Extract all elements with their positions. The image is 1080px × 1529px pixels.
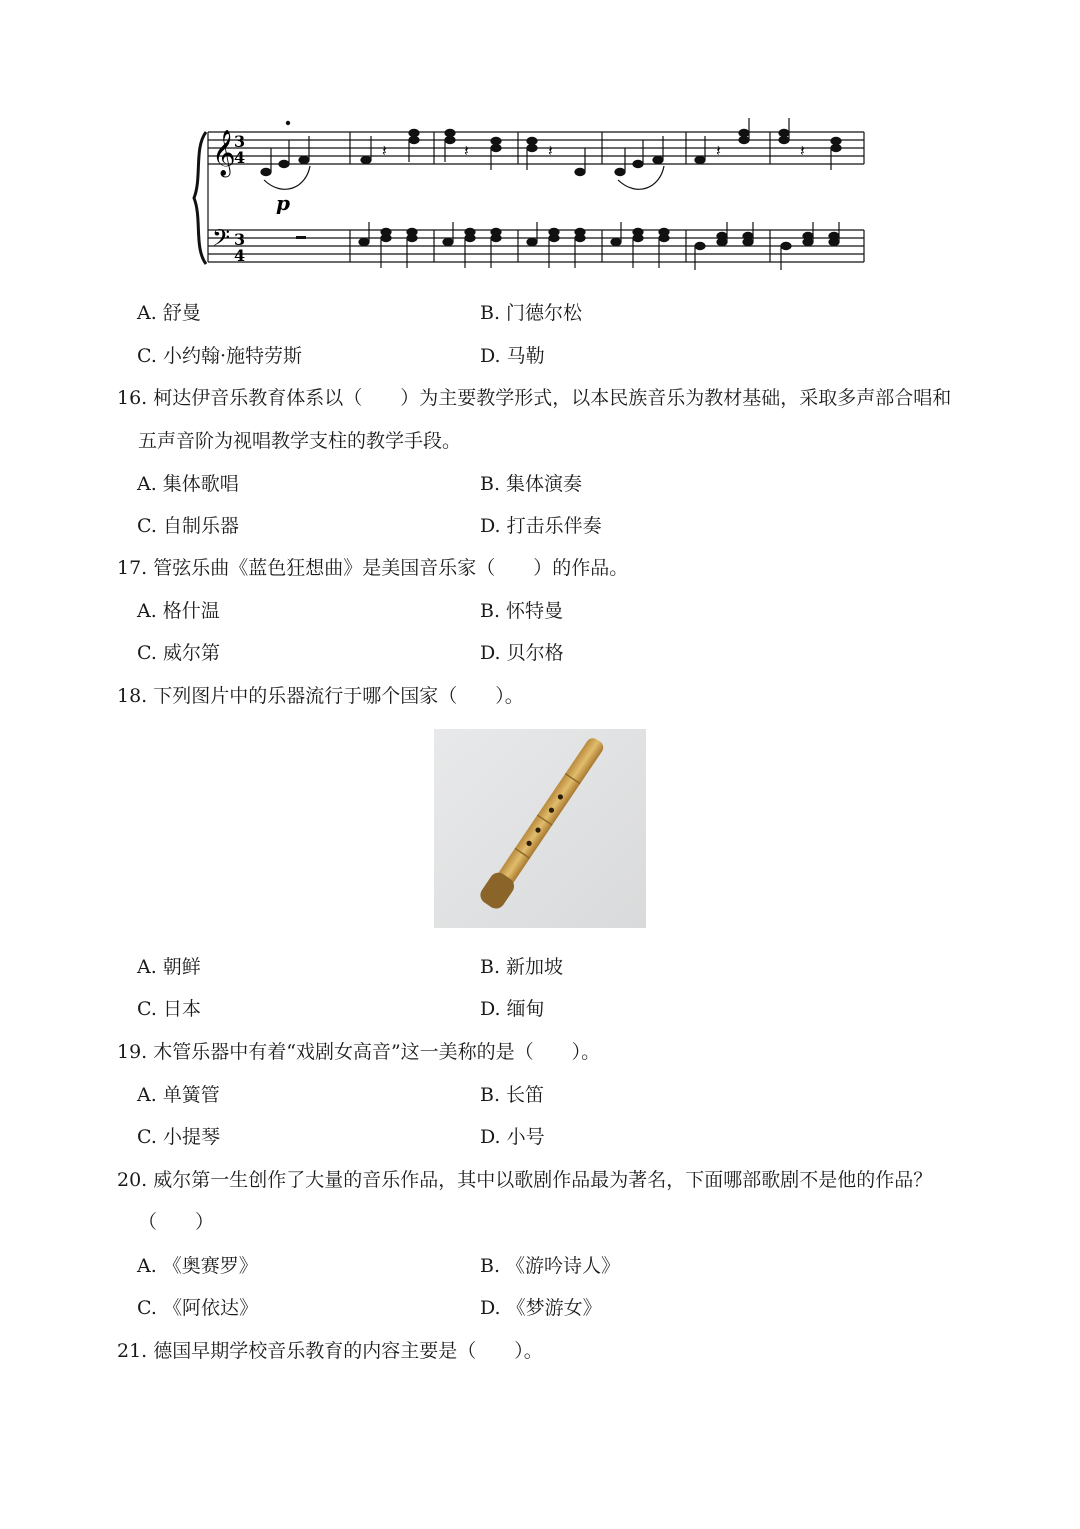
q18-option-b: B. 新加坡 — [480, 956, 564, 978]
q16-option-c: C. 自制乐器 — [137, 515, 239, 537]
svg-text:𝄽: 𝄽 — [382, 141, 387, 160]
music-score — [188, 118, 868, 278]
q17-option-c: C. 威尔第 — [137, 642, 220, 664]
q20-option-c: C. 《阿依达》 — [137, 1297, 258, 1319]
q15-option-b: B. 门德尔松 — [480, 302, 583, 324]
svg-text:𝄽: 𝄽 — [464, 141, 469, 160]
q19-option-b: B. 长笛 — [480, 1084, 545, 1106]
q19-option-d: D. 小号 — [480, 1126, 545, 1148]
q18-question: 18. 下列图片中的乐器流行于哪个国家（ ）。 — [117, 685, 524, 707]
q20-option-a: A. 《奥赛罗》 — [137, 1255, 258, 1277]
q17-option-a: A. 格什温 — [137, 600, 220, 622]
q19-option-a: A. 单簧管 — [137, 1084, 220, 1106]
instrument-photo — [434, 729, 646, 928]
q20-question-line2: （ ） — [138, 1211, 215, 1233]
q16-option-d: D. 打击乐伴奏 — [480, 515, 602, 537]
score-brace — [194, 132, 206, 264]
q17-option-d: D. 贝尔格 — [480, 642, 564, 664]
q19-question: 19. 木管乐器中有着“戏剧女高音”这一美称的是（ ）。 — [117, 1041, 601, 1063]
bass-time-top: 3 — [234, 230, 246, 249]
q18-option-d: D. 缅甸 — [480, 998, 545, 1020]
q16-question-line2: 五声音阶为视唱教学支柱的教学手段。 — [138, 430, 462, 452]
bass-time-bottom: 4 — [234, 246, 246, 265]
bass-clef-icon: 𝄢 — [212, 224, 231, 257]
treble-time-bottom: 4 — [234, 148, 246, 167]
q15-option-a: A. 舒曼 — [137, 302, 201, 324]
svg-text:𝄽: 𝄽 — [800, 141, 805, 160]
q21-question: 21. 德国早期学校音乐教育的内容主要是（ ）。 — [117, 1340, 543, 1362]
q18-option-a: A. 朝鲜 — [137, 956, 201, 978]
q15-option-c: C. 小约翰·施特劳斯 — [137, 345, 302, 367]
q16-option-b: B. 集体演奏 — [480, 473, 583, 495]
treble-notes — [261, 118, 841, 189]
treble-clef-icon: 𝄞 — [212, 130, 236, 176]
q20-question-line1: 20. 威尔第一生创作了大量的音乐作品，其中以歌剧作品最为著名，下面哪部歌剧不是他的作品？ — [117, 1169, 933, 1191]
q17-option-b: B. 怀特曼 — [480, 600, 564, 622]
svg-text:𝄽: 𝄽 — [716, 141, 721, 160]
dynamic-marking: p — [276, 191, 290, 215]
q15-option-d: D. 马勒 — [480, 345, 545, 367]
q17-question: 17. 管弦乐曲《蓝色狂想曲》是美国音乐家（ ）的作品。 — [117, 557, 629, 579]
svg-text:𝄽: 𝄽 — [548, 141, 553, 160]
q18-option-c: C. 日本 — [137, 998, 201, 1020]
q20-option-b: B. 《游吟诗人》 — [480, 1255, 621, 1277]
treble-time-top: 3 — [234, 132, 246, 151]
bass-staff — [208, 230, 864, 262]
q20-option-d: D. 《梦游女》 — [480, 1297, 602, 1319]
q16-option-a: A. 集体歌唱 — [137, 473, 239, 495]
q19-option-c: C. 小提琴 — [137, 1126, 220, 1148]
q16-question-line1: 16. 柯达伊音乐教育体系以（ ）为主要教学形式，以本民族音乐为教材基础，采取多声部合唱和 — [117, 387, 952, 409]
